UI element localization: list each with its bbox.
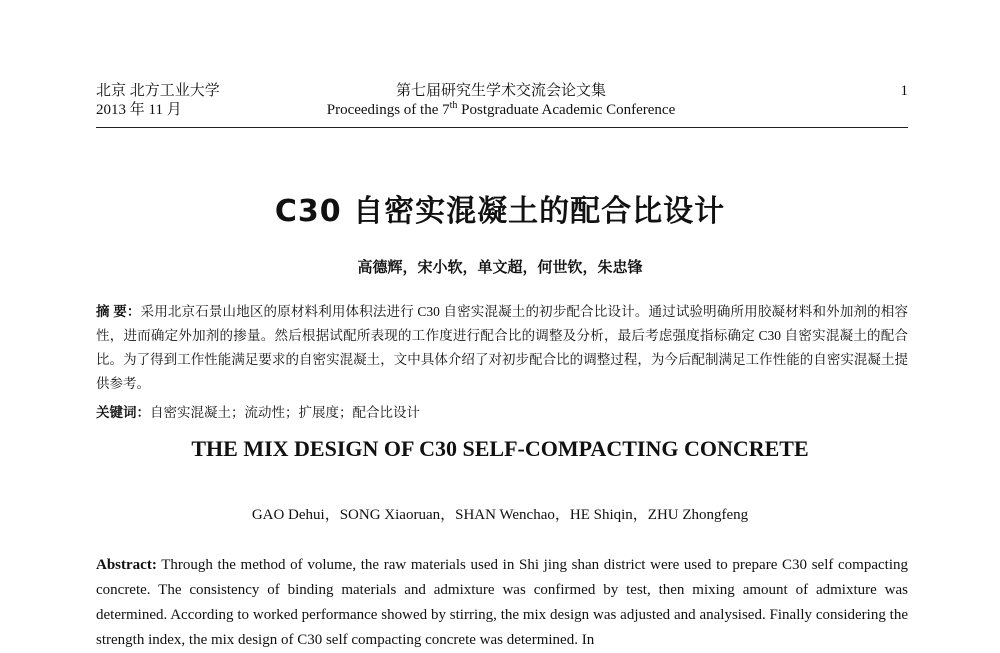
paper-title-en: THE MIX DESIGN OF C30 SELF-COMPACTING CONCRETE: [191, 436, 809, 461]
header-location: 北京 北方工业大学: [96, 83, 220, 99]
keywords-cn: [96, 403, 908, 423]
abstract-cn-text: 采用北京石景山地区的原材料利用体积法进行 C30 自密实混凝土的初步配合比设计。通过试验明确所用胶凝材料和外加剂的相容性，进而确定外加剂的掺量。然后根据试配所表现的工作度进行配合比的调整及分析，最后考虑强度指标确定 C30 自密实混凝土的配合比。为了得到工作性能满足要求的自密实混凝土，文中具体介绍了对初步配合比的调整过程，为今后配制满足工作性能的自密实混凝土提供参考。: [96, 304, 908, 391]
header-rule: [96, 127, 908, 128]
header-date: 2013 年 11 月: [96, 102, 182, 118]
abstract-cn-label: 摘 要：: [96, 304, 141, 319]
keywords-cn-label: 关键词：: [96, 405, 150, 420]
page-number: 1: [900, 83, 908, 99]
header-proceedings-en: [311, 101, 691, 120]
proceedings-en-prefix: Proceedings of the 7: [326, 102, 450, 118]
header-left: [96, 82, 220, 120]
paper-title-cn: C30 自密实混凝土的配合比设计: [274, 194, 726, 229]
abstract-en-label: Abstract:: [96, 557, 157, 573]
header-center: [311, 82, 691, 120]
abstract-en: [96, 553, 908, 653]
abstract-en-text: Through the method of volume, the raw materials used in Shi jing shan district were used to prepare C30 self compacting concrete. The consistency of binding materials and admixture was confirmed by test, then mixing amount of admixture was determined. According to worked performance showed by stirring, the mix design was adjusted and analysised. Finally considering the strength index, the mix design of C30 self compacting concrete was determined. In: [96, 557, 908, 648]
header-proceedings-cn: 第七届研究生学术交流会论文集: [395, 83, 606, 99]
abstract-cn: [96, 300, 908, 396]
keywords-cn-text: 自密实混凝土；流动性；扩展度；配合比设计: [150, 405, 420, 420]
proceedings-en-sup: th: [449, 100, 458, 111]
authors-en: GAO Dehui，SONG Xiaoruan，SHAN Wenchao，HE Shiqin，ZHU Zhongfeng: [251, 507, 749, 523]
authors-cn: 高德辉，宋小软，单文超，何世钦，朱忠锋: [357, 260, 643, 276]
proceedings-en-suffix: Postgraduate Academic Conference: [457, 102, 676, 118]
running-header: [96, 82, 908, 132]
